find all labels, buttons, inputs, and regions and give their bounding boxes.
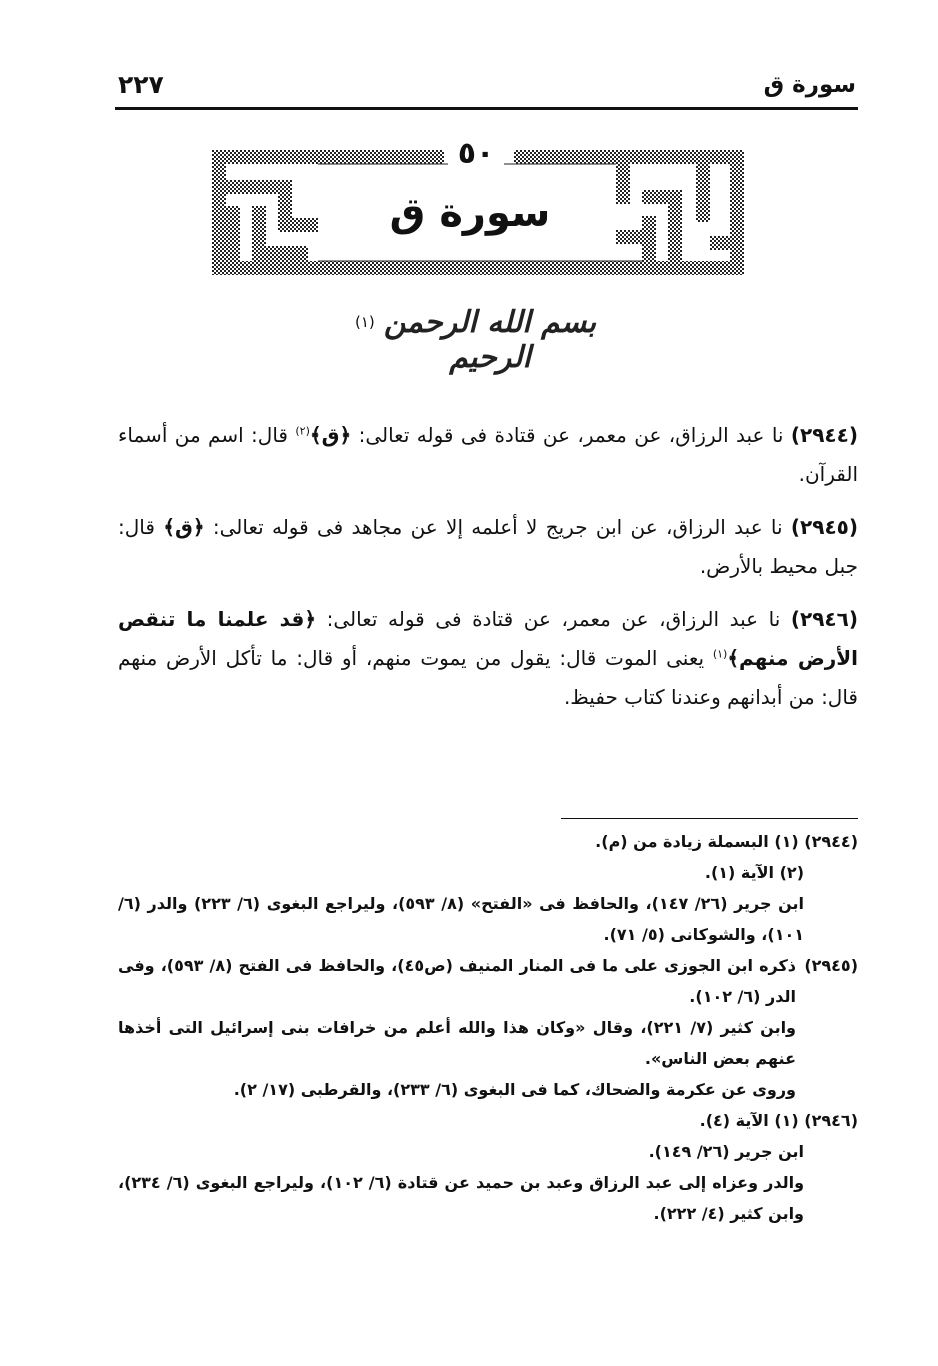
footnote-hadith-number: (٢٩٤٥) xyxy=(804,956,858,975)
footnote-line: ذكره ابن الجوزى على ما فى المنار المنيف (ص٤٥)، والحافظ فى الفتح (٨/ ٥٩٣)، وفى الدر (٦/ ١٠٢). xyxy=(118,956,796,1006)
hadith-number: (٢٩٤٤) xyxy=(790,423,858,447)
hadith-number: (٢٩٤٦) xyxy=(790,607,858,631)
hadith-text: قال: جبل محيط بالأرض. xyxy=(118,515,858,578)
footnote-line: والدر وعزاه إلى عبد الرزاق وعبد بن حميد عن قتادة (٦/ ١٠٢)، وليراجع البغوى (٦/ ٢٣٤)، وابن كثير (٤/ ٢٢٢). xyxy=(118,1173,805,1223)
quran-verse: ﴿ق﴾ xyxy=(309,423,352,447)
footnote-line: وابن كثير (٧/ ٢٢١)، وقال «وكان هذا والله أعلم من خرافات بنى إسرائيل التى أخذها عنهم بعض الناس». xyxy=(118,1018,797,1068)
hadith-text: نا عبد الرزاق، عن معمر، عن قتادة فى قوله تعالى: xyxy=(351,423,791,447)
footnote-entry xyxy=(118,950,858,1105)
footnote-line: ابن جرير (٢٦/ ١٤٩). xyxy=(648,1142,804,1161)
footnote-separator xyxy=(561,818,858,819)
hadith-paragraph xyxy=(118,416,858,494)
footnote-line: وروى عن عكرمة والضحاك، كما فى البغوى (٦/ ٢٣٣)، والقرطبى (١٧/ ٢). xyxy=(233,1080,796,1099)
footnote-line: ابن جرير (٢٦/ ١٤٧)، والحافظ فى «الفتح» (٨/ ٥٩٣)، وليراجع البغوى (٦/ ٢٢٣) والدر (٦/ ١٠١)، والشوكانى (٥/ ٧١). xyxy=(118,894,805,944)
hadith-paragraph xyxy=(118,508,858,586)
header-rule xyxy=(115,107,858,110)
quran-verse: ﴿قد علمنا ما تنقص الأرض منهم﴾ xyxy=(118,607,858,670)
hadith-text: نا عبد الرزاق، عن معمر، عن قتادة فى قوله تعالى: xyxy=(316,607,791,631)
hadith-text: نا عبد الرزاق، عن ابن جريج لا أعلمه إلا عن مجاهد فى قوله تعالى: xyxy=(204,515,791,539)
footnote-line: (٢) الآية (١). xyxy=(704,863,804,882)
quran-verse: ﴿ق﴾ xyxy=(163,515,205,539)
hadith-paragraph xyxy=(118,600,858,717)
main-text xyxy=(118,416,858,731)
footnote-line: (٢٩٤٤) (١) البسملة زيادة من (م). xyxy=(595,832,858,851)
surah-number: ٥٠ xyxy=(448,136,504,171)
footnote-line: (٢٩٤٦) (١) الآية (٤). xyxy=(699,1111,858,1130)
footnote-ref: (٢) xyxy=(295,424,310,438)
running-header-title: سورة ق xyxy=(763,72,856,98)
surah-name: سورة ق xyxy=(389,190,551,236)
hadith-text: يعنى الموت قال: يقول من يموت منهم، أو قال: ما تأكل الأرض منهم قال: من أبدانهم وعندنا كتاب حفيظ. xyxy=(118,646,858,709)
page-number: ٢٢٧ xyxy=(118,70,164,99)
basmala: بسم الله الرحمن الرحيم xyxy=(383,305,597,375)
footnotes xyxy=(118,826,858,1229)
basmala-footnote-ref: (١) xyxy=(355,313,375,331)
hadith-number: (٢٩٤٥) xyxy=(790,515,858,539)
footnote-ref: (١) xyxy=(712,647,728,661)
hadith-text: قال: اسم من أسماء القرآن. xyxy=(118,423,858,486)
